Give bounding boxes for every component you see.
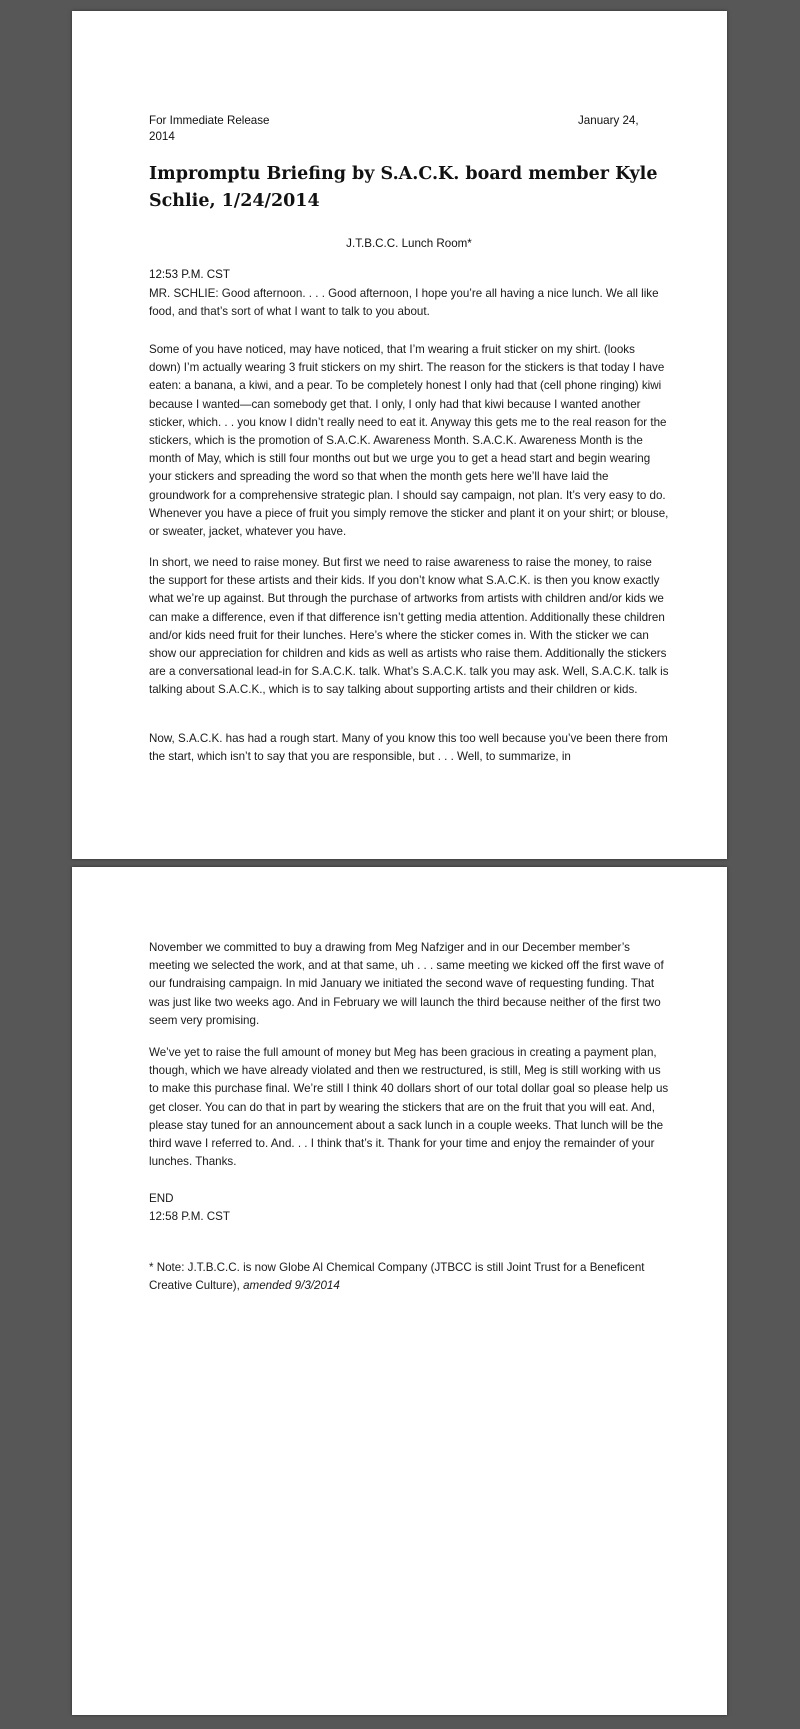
release-date: January 24, bbox=[578, 114, 639, 127]
paragraph: MR. SCHLIE: Good afternoon. . . . Good afternoon, I hope you’re all having a nice lunch. We all like food, and that’s sort of what I want to talk to you about. bbox=[149, 287, 659, 319]
paragraph-1-block bbox=[149, 285, 669, 321]
start-time: 12:53 P.M. CST bbox=[149, 268, 230, 281]
end-label: END bbox=[149, 1192, 174, 1205]
paragraph: November we committed to buy a drawing from Meg Nafziger and in our December member’s meeting we selected the work, and at that same, uh . . . same meeting we kicked off the first wave of our fundraising campaign. In mid January we initiated the second wave of requesting funding. That was just like two weeks ago. And in February we will launch the third because neither of the first two seem very promising. bbox=[149, 941, 664, 1027]
document-title: Impromptu Briefing by S.A.C.K. board member Kyle Schlie, 1/24/2014 bbox=[149, 164, 658, 211]
location-line: J.T.B.C.C. Lunch Room* bbox=[346, 237, 472, 250]
footnote-amended: amended 9/3/2014 bbox=[243, 1279, 340, 1293]
paragraph-2-block bbox=[149, 341, 669, 541]
document-page-1 bbox=[72, 11, 727, 859]
paragraph: Now, S.A.C.K. has had a rough start. Many of you know this too well because you’ve been there from the start, which isn’t to say that you are responsible, but . . . Well, to summarize, in bbox=[149, 732, 668, 764]
paragraph: In short, we need to raise money. But first we need to raise awareness to raise the money, to raise the support for these artists and their kids. If you don’t know what S.A.C.K. is then you know exactly what we’re up against. But through the purchase of artworks from artists with children and/or kids we can make a difference, even if that difference isn’t getting media attention. Additionally these children and/or kids need fruit for their lunches. Here’s where the sticker comes in. With the sticker we can show our appreciation for children and kids as well as artists who raise them. Additionally the stickers are a conversational lead-in for S.A.C.K. talk. What’s S.A.C.K. talk you may ask. Well, S.A.C.K. talk is talking about S.A.C.K., which is to say talking about supporting artists and their children or kids. bbox=[149, 556, 669, 697]
paragraph: Some of you have noticed, may have noticed, that I’m wearing a fruit sticker on my shirt. (looks down) I’m actually wearing 3 fruit stickers on my shirt. The reason for the stickers is that today I have eaten: a banana, a kiwi, and a pear. To be completely honest I only had that (cell phone ringing) kiwi because I wanted—can somebody get that. I only, I only had that kiwi because I wanted another sticker, which. . . you know I didn’t really need to eat it. Anyway this gets me to the real reason for the stickers, which is the promotion of S.A.C.K. Awareness Month. S.A.C.K. Awareness Month is the month of May, which is still four months out but we urge you to get a head start and begin wearing your stickers and spreading the word so that when the month gets here we’ll have laid the groundwork for a comprehensive strategic plan. I should say campaign, not plan. It’s very easy to do. Whenever you have a piece of fruit you simply remove the sticker and plant it on your shirt; or blouse, or sweater, jacket, whatever you have. bbox=[149, 343, 669, 539]
footnote-body: * Note: J.T.B.C.C. is now Globe Al Chemical Company (JTBCC is still Joint Trust for a Beneficent Creative Culture), bbox=[149, 1261, 645, 1293]
document-page-2 bbox=[72, 867, 727, 1715]
footnote-text bbox=[149, 1259, 669, 1295]
paragraph-5-block bbox=[149, 939, 669, 1030]
paragraph-4-block bbox=[149, 730, 669, 766]
end-time: 12:58 P.M. CST bbox=[149, 1210, 230, 1224]
paragraph-3-block bbox=[149, 554, 669, 700]
footnote bbox=[149, 1259, 669, 1295]
release-year: 2014 bbox=[149, 130, 175, 143]
end-block bbox=[149, 1190, 669, 1226]
paragraph: We’ve yet to raise the full amount of money but Meg has been gracious in creating a payment plan, though, which we have already violated and then we restructured, is still, Meg is still working with us to make this purchase final. We’re still I think 40 dollars short of our total dollar goal so please help us get closer. You can do that in part by wearing the stickers that are on the fruit that you will eat. And, please stay tuned for an announcement about a sack lunch in a couple weeks. That lunch will be the third wave I referred to. And. . . I think that’s it. Thank for your time and enjoy the remainder of your lunches. Thanks. bbox=[149, 1046, 669, 1169]
release-label: For Immediate Release bbox=[149, 114, 270, 127]
paragraph-6-block bbox=[149, 1044, 669, 1171]
